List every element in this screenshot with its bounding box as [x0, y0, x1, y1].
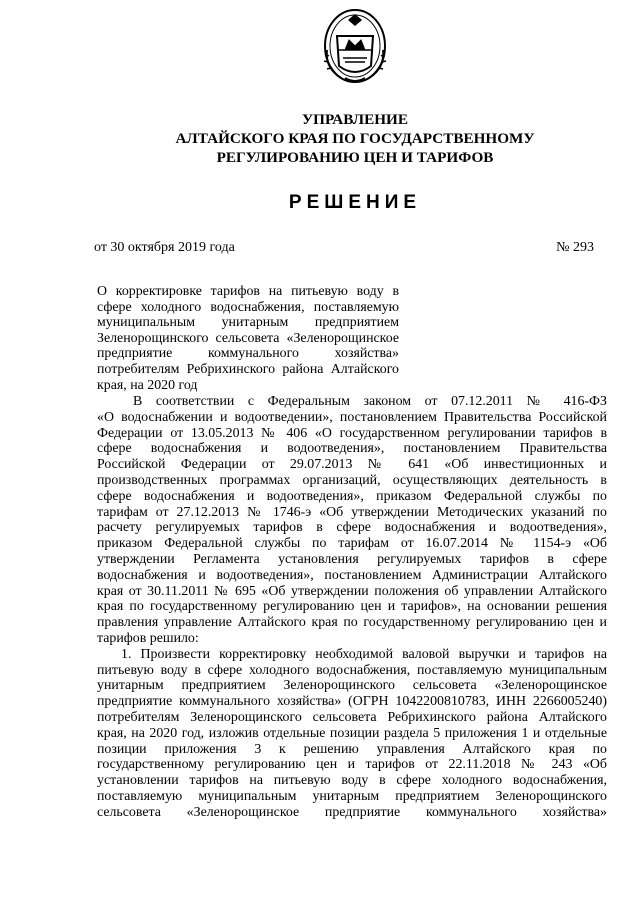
subject-line: муниципальным унитарным предприятием	[97, 315, 399, 331]
subject-line: Зеленорощинского сельсовета «Зеленорощинское	[97, 330, 399, 346]
body-line: поставляемую муниципальным унитарным предприятием Зеленорощинского	[97, 788, 607, 804]
body-line: производственных программах организаций, осуществляющих деятельность в	[97, 472, 607, 488]
body-line: тарифам от 27.12.2013 № 1746-э «Об утверждении Методических указаний по	[97, 504, 607, 520]
body-line: утверждении Регламента установления регулируемых тарифов в сфере	[97, 551, 607, 567]
body-line: унитарным предприятием Зеленорощинского сельсовета «Зеленорощинское	[97, 678, 607, 694]
subject-line: сфере холодного водоснабжения, поставляемую	[97, 299, 399, 315]
document-date: от 30 октября 2019 года	[94, 240, 235, 255]
body-line: предприятие коммунального хозяйства» (ОГРН 1042200810783, ИНН 2266005240)	[97, 694, 607, 710]
org-line-3: РЕГУЛИРОВАНИЮ ЦЕН И ТАРИФОВ	[216, 149, 494, 166]
body-line: питьевую воду в сфере холодного водоснабжения, поставляемую муниципальным	[97, 662, 607, 678]
paragraph-preamble	[97, 394, 607, 647]
document-type-title: РЕШЕНИЕ	[288, 192, 422, 213]
organization-header	[100, 110, 610, 167]
paragraph-item-1	[97, 647, 607, 821]
coat-of-arms-emblem	[315, 6, 395, 88]
body-line: тарифов решило:	[97, 630, 199, 646]
body-line: 1. Произвести корректировку необходимой валовой выручки и тарифов на	[121, 646, 607, 662]
org-line-2: АЛТАЙСКОГО КРАЯ ПО ГОСУДАРСТВЕННОМУ	[175, 130, 535, 147]
body-line: «О водоснабжении и водоотведении», постановлением Правительства Российской	[97, 409, 607, 425]
body-line: В соответствии с Федеральным законом от 07.12.2011 № 416-ФЗ	[133, 394, 607, 409]
subject-line: края, на 2020 год	[97, 377, 198, 393]
subject-line: потребителям Ребрихинского района Алтайского	[97, 361, 399, 377]
body-line: приказом Федеральной службы по тарифам от 16.07.2014 № 1154-э «Об	[97, 536, 607, 552]
body-line: края по государственному регулированию цен и тарифов», на основании решения	[97, 599, 607, 615]
body-line: расчету регулируемых тарифов в сфере водоснабжения и водоотведения»,	[97, 520, 607, 536]
body-line: водоснабжения и водоотведения», постановлением Администрации Алтайского	[97, 567, 607, 583]
body-line: сфере водоснабжения и водоотведения», постановлением Правительства	[97, 441, 607, 457]
body-line: установлении тарифов на питьевую воду в сфере холодного водоснабжения,	[97, 773, 607, 789]
body-line: правления управление Алтайского края по государственному регулированию цен и	[97, 615, 607, 631]
body-line: сельсовета «Зеленорощинское предприятие коммунального хозяйства»	[97, 804, 607, 820]
document-body	[97, 394, 607, 821]
body-line: позиции приложения 3 к решению управления Алтайского края по	[97, 741, 607, 757]
body-line: края, на 2020 год, изложив отдельные позиции раздела 5 приложения 1 и отдельные	[97, 725, 607, 741]
body-line: Федерации от 13.05.2013 № 406 «О государственном регулировании тарифов в	[97, 425, 607, 441]
org-line-1: УПРАВЛЕНИЕ	[301, 111, 408, 128]
body-line: сфере водоснабжения и водоотведения», приказом Федеральной службы по	[97, 488, 607, 504]
subject-line: предприятие коммунального хозяйства»	[97, 346, 399, 362]
document-subject	[97, 284, 399, 393]
body-line: Российской Федерации от 29.07.2013 № 641 «Об инвестиционных и	[97, 457, 607, 473]
body-line: потребителям Зеленорощинского сельсовета Ребрихинского района Алтайского	[97, 709, 607, 725]
subject-line: О корректировке тарифов на питьевую воду в	[97, 284, 399, 299]
document-number: № 293	[556, 240, 594, 255]
body-line: края от 30.11.2011 № 695 «Об утверждении положения об управлении Алтайского	[97, 583, 607, 599]
body-line: государственному регулированию цен и тарифов от 22.11.2018 № 243 «Об	[97, 757, 607, 773]
